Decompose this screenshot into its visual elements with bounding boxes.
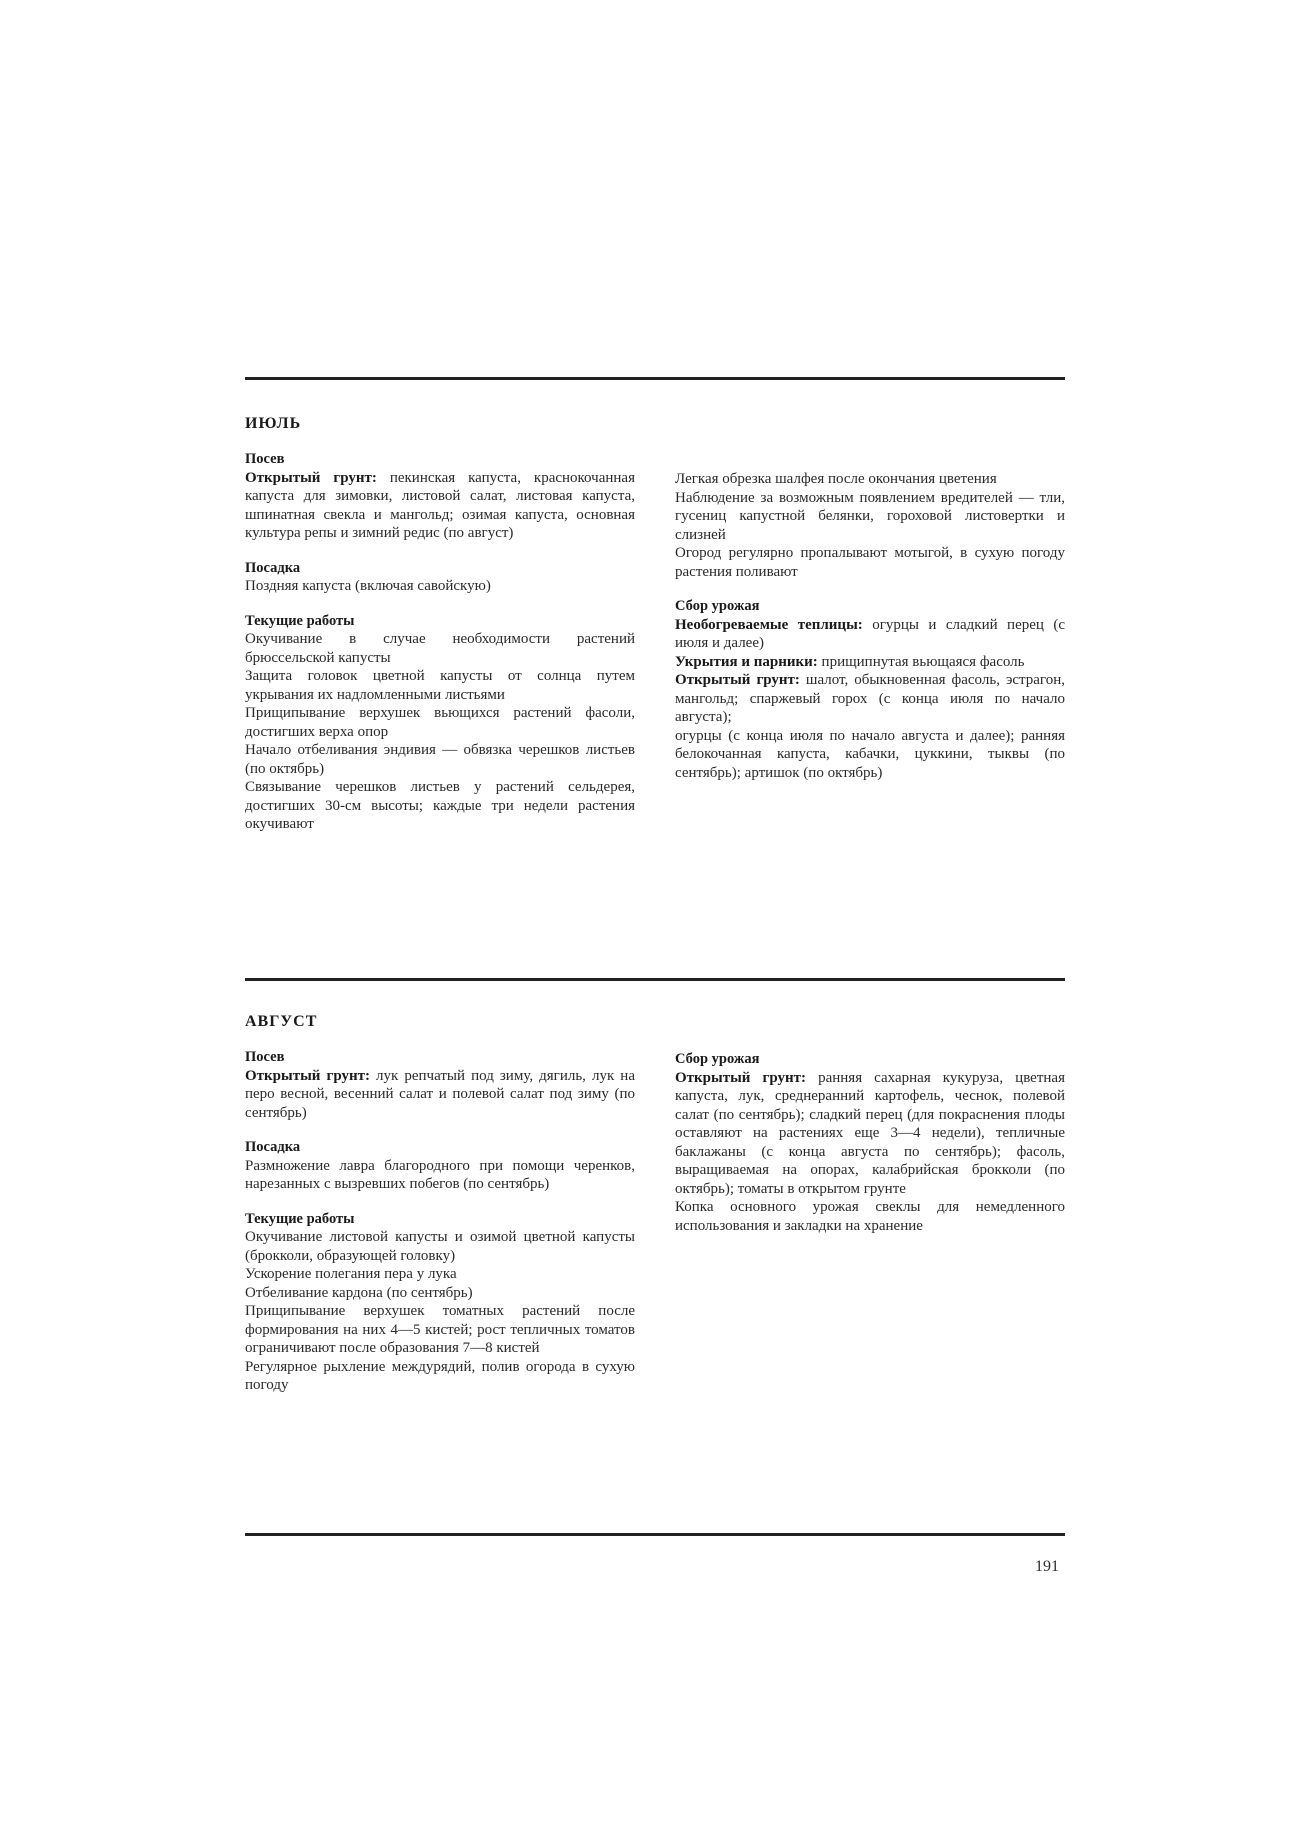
paragraph-text: Начало отбеливания эндивия — обвязка черешков листьев (по октябрь) (245, 742, 635, 777)
block-heading: Посадка (245, 1139, 301, 1155)
july-left-column (245, 450, 635, 850)
paragraph-text: пекинская капуста, краснокочанная капуста для зимовки, листовой салат, листовая капуста, шпинатная свекла и мангольд; озимая капуста, основная культура репы и зимний редис (по август) (245, 469, 635, 541)
august-left-column (245, 1048, 635, 1411)
paragraph (675, 1198, 1065, 1235)
paragraph (675, 671, 1065, 727)
block-heading: Текущие работы (245, 1210, 355, 1227)
paragraph (245, 1284, 635, 1303)
text-block (245, 450, 635, 543)
august-title: АВГУСТ (245, 1013, 318, 1030)
paragraph-text: шалот, обыкновенная фасоль, эстрагон, мангольд; спаржевый горох (с конца июля по начало августа); (675, 672, 1065, 725)
paragraph-text: Наблюдение за возможным появлением вредителей — тли, гусениц капустной белянки, гороховой листовертки и слизней (675, 489, 1065, 543)
paragraph-lead: Открытый грунт: (245, 469, 377, 486)
paragraph (245, 577, 635, 596)
paragraph (245, 778, 635, 834)
paragraph-text: огурцы (с конца июля по начало августа и далее); ранняя белокочанная капуста, кабачки, цуккини, тыквы (по сентябрь); артишок (по октябрь) (675, 727, 1065, 781)
paragraph (245, 1358, 635, 1395)
paragraph (675, 1069, 1065, 1199)
paragraph (675, 653, 1065, 672)
paragraph-text: Копка основного урожая свеклы для немедленного использования и закладки на хранение (675, 1199, 1065, 1234)
paragraph (245, 1302, 635, 1358)
text-block (245, 1048, 635, 1122)
paragraph (675, 544, 1065, 581)
text-block (675, 597, 1065, 782)
block-heading: Посев (245, 1049, 285, 1065)
july-title: ИЮЛЬ (245, 415, 302, 432)
paragraph (675, 616, 1065, 653)
paragraph (245, 1228, 635, 1265)
paragraph (675, 727, 1065, 783)
text-block (245, 1138, 635, 1194)
block-heading: Текущие работы (245, 612, 355, 629)
paragraph-lead: Открытый грунт: (675, 672, 800, 688)
paragraph-text: Огород регулярно пропалывают мотыгой, в сухую погоду растения поливают (675, 545, 1065, 580)
paragraph-text: Поздняя капуста (включая савойскую) (245, 578, 491, 594)
paragraph-text: ранняя сахарная кукуруза, цветная капуста, лук, среднеранний картофель, чеснок, полевой салат (по сентябрь); сладкий перец (для покраснения плоды оставляют на растениях еще 3—4 недели), тепличные баклажаны (с конца августа по сентябрь); фасоль, выращиваемая на опорах, калабрийская брокколи (по октябрь); томаты в открытом грунте (675, 1069, 1065, 1197)
paragraph (245, 469, 635, 543)
text-block (245, 612, 635, 834)
text-block (675, 470, 1065, 581)
paragraph-text: Отбеливание кардона (по сентябрь) (245, 1284, 473, 1301)
paragraph-text: Регулярное рыхление междурядий, полив огорода в сухую погоду (245, 1358, 635, 1393)
paragraph (245, 704, 635, 741)
july-top-rule (245, 377, 1065, 380)
paragraph (245, 630, 635, 667)
paragraph (675, 489, 1065, 545)
paragraph-text: Ускорение полегания пера у лука (245, 1266, 457, 1282)
paragraph-text: лук репчатый под зиму, дягиль, лук на перо весной, весенний салат и полевой салат под зиму (по сентябрь) (245, 1067, 635, 1121)
paragraph-text: Прищипывание верхушек вьющихся растений фасоли, достигших верха опор (245, 705, 635, 740)
august-top-rule (245, 978, 1065, 981)
paragraph-lead: Укрытия и парники: (675, 653, 818, 670)
text-block (675, 1050, 1065, 1235)
paragraph-text: Окучивание в случае необходимости растений брюссельской капусты (245, 631, 635, 666)
july-right-column (675, 470, 1065, 798)
paragraph-text: огурцы и сладкий перец (с июля и далее) (675, 616, 1066, 651)
page-number: 191 (1035, 1558, 1059, 1575)
paragraph-text: Связывание черешков листьев у растений сельдерея, достигших 30-см высоты; каждые три недели растения окучивают (245, 779, 635, 832)
paragraph (245, 1067, 635, 1123)
text-block (245, 559, 635, 596)
block-heading: Сбор урожая (675, 1051, 760, 1067)
text-block (245, 1210, 635, 1395)
paragraph-lead: Открытый грунт: (245, 1067, 370, 1084)
paragraph (245, 667, 635, 704)
paragraph-text: Размножение лавра благородного при помощи черенков, нарезанных с вызревших побегов (по сентябрь) (245, 1157, 635, 1192)
block-heading: Посадка (245, 559, 301, 576)
paragraph (245, 1265, 635, 1284)
block-heading: Сбор урожая (675, 598, 760, 614)
paragraph-text: Прищипывание верхушек томатных растений после формирования на них 4—5 кистей; рост тепличных томатов ограничивают после образования 7—8 кистей (245, 1303, 635, 1356)
paragraph-text: Легкая обрезка шалфея после окончания цветения (675, 471, 997, 487)
paragraph-text: Окучивание листовой капусты и озимой цветной капусты (брокколи, образующей головку) (245, 1229, 635, 1264)
bottom-rule (245, 1533, 1065, 1536)
paragraph (245, 1157, 635, 1194)
paragraph (245, 741, 635, 778)
paragraph-text: Защита головок цветной капусты от солнца путем укрывания их надломленными листьями (245, 668, 635, 703)
paragraph-lead: Открытый грунт: (675, 1069, 806, 1086)
block-heading: Посев (245, 451, 285, 467)
paragraph (675, 470, 1065, 489)
paragraph-lead: Необогреваемые теплицы: (675, 616, 863, 633)
august-right-column (675, 1050, 1065, 1251)
paragraph-text: прищипнутая вьющаяся фасоль (817, 653, 1025, 670)
